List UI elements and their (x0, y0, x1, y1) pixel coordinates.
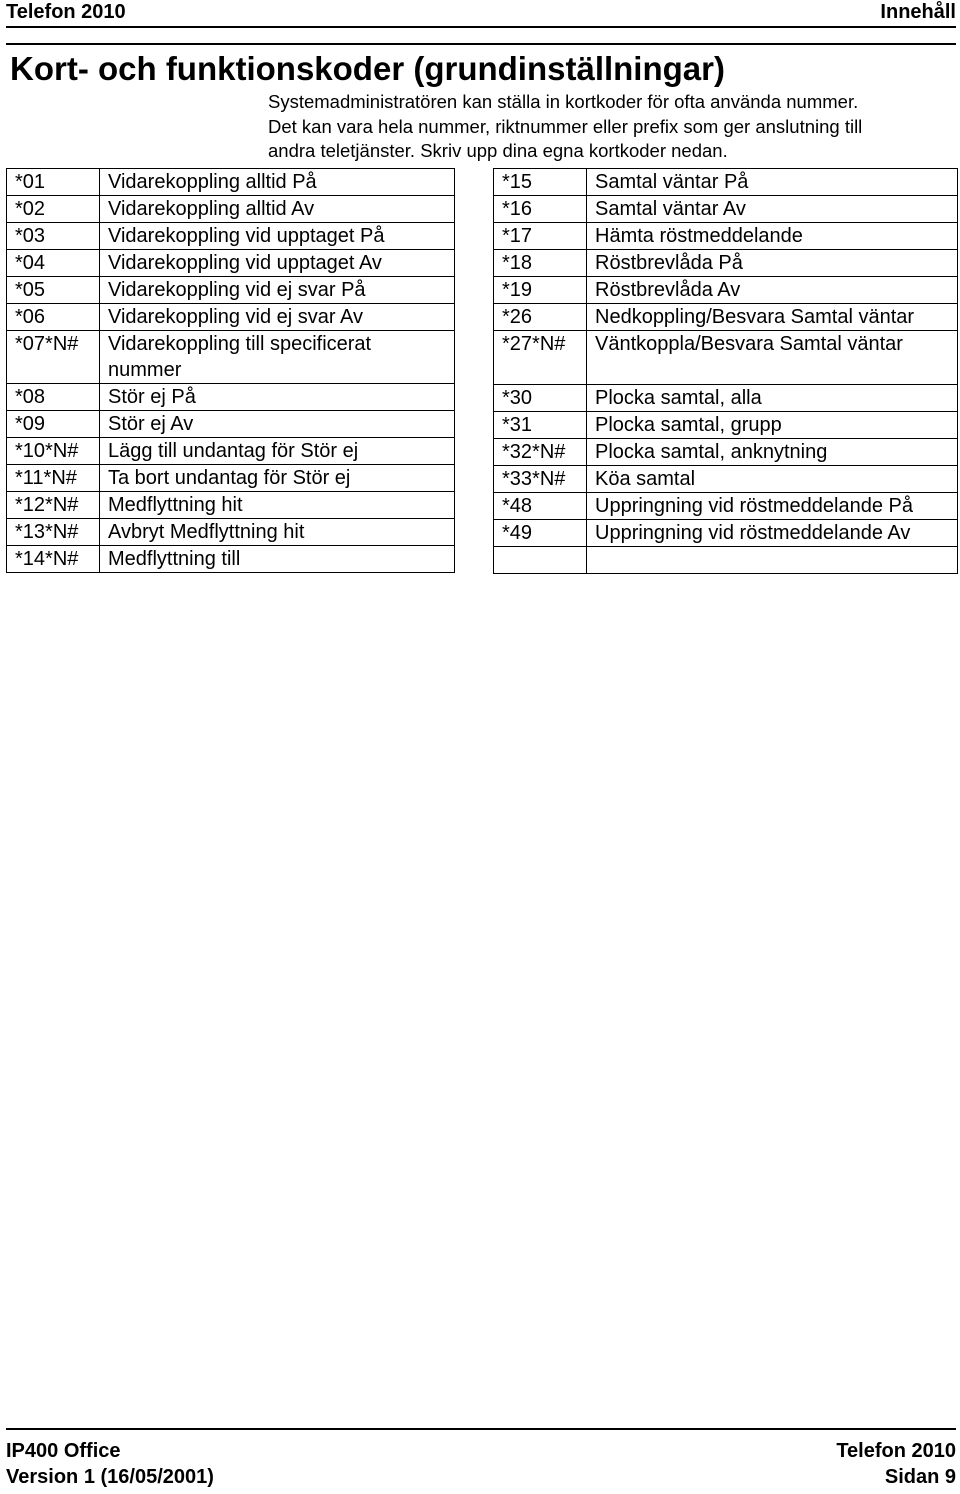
description-cell: Vidarekoppling alltid På (100, 169, 455, 196)
page-title: Kort- och funktionskoder (grundinställningar) (10, 50, 725, 87)
description-cell: Samtal väntar Av (587, 196, 958, 223)
intro-line: Det kan vara hela nummer, riktnummer eller prefix som ger anslutning till (268, 115, 863, 137)
table-row (494, 331, 958, 385)
table-row (494, 304, 958, 331)
code-cell: *26 (494, 304, 587, 331)
description-cell: Plocka samtal, alla (587, 385, 958, 412)
code-cell (494, 547, 587, 574)
description-cell: Uppringning vid röstmeddelande På (587, 493, 958, 520)
table-row (7, 304, 455, 331)
description-cell: Stör ej På (100, 384, 455, 411)
footer-version: Version 1 (16/05/2001) (6, 1466, 214, 1488)
description-cell: Röstbrevlåda Av (587, 277, 958, 304)
description-cell: Väntkoppla/Besvara Samtal väntar (587, 331, 958, 385)
code-cell: *17 (494, 223, 587, 250)
table-row (7, 519, 455, 546)
table-row (494, 277, 958, 304)
footer-doc-title: Telefon 2010 (836, 1440, 956, 1462)
table-row (494, 223, 958, 250)
code-cell: *08 (7, 384, 100, 411)
code-cell: *02 (7, 196, 100, 223)
code-cell: *18 (494, 250, 587, 277)
code-cell: *05 (7, 277, 100, 304)
description-cell: Stör ej Av (100, 411, 455, 438)
code-cell: *13*N# (7, 519, 100, 546)
description-cell: Vidarekoppling till specificerat nummer (100, 331, 455, 384)
table-row (7, 438, 455, 465)
code-cell: *49 (494, 520, 587, 547)
description-cell: Vidarekoppling vid ej svar Av (100, 304, 455, 331)
description-cell: Avbryt Medflyttning hit (100, 519, 455, 546)
description-cell: Samtal väntar På (587, 169, 958, 196)
code-cell: *03 (7, 223, 100, 250)
table-row (7, 411, 455, 438)
code-cell: *33*N# (494, 466, 587, 493)
description-cell: Köa samtal (587, 466, 958, 493)
description-cell: Röstbrevlåda På (587, 250, 958, 277)
table-row (7, 492, 455, 519)
table-row (7, 384, 455, 411)
code-cell: *09 (7, 411, 100, 438)
description-cell: Ta bort undantag för Stör ej (100, 465, 455, 492)
code-cell: *15 (494, 169, 587, 196)
code-cell: *27*N# (494, 331, 587, 385)
code-cell: *11*N# (7, 465, 100, 492)
table-row (7, 169, 455, 196)
table-row (7, 465, 455, 492)
table-row (494, 385, 958, 412)
code-cell: *10*N# (7, 438, 100, 465)
code-cell: *12*N# (7, 492, 100, 519)
description-cell: Plocka samtal, anknytning (587, 439, 958, 466)
table-row (494, 196, 958, 223)
code-cell: *16 (494, 196, 587, 223)
description-cell: Vidarekoppling vid ej svar På (100, 277, 455, 304)
description-cell: Medflyttning hit (100, 492, 455, 519)
codes-table-left (6, 168, 455, 573)
code-cell: *07*N# (7, 331, 100, 384)
code-cell: *06 (7, 304, 100, 331)
table-row (7, 546, 455, 573)
description-cell: Medflyttning till (100, 546, 455, 573)
codes-table-right (493, 168, 958, 574)
table-row (494, 547, 958, 574)
code-cell: *30 (494, 385, 587, 412)
code-cell: *48 (494, 493, 587, 520)
intro-paragraph (268, 90, 958, 164)
description-cell: Uppringning vid röstmeddelande Av (587, 520, 958, 547)
description-cell: Lägg till undantag för Stör ej (100, 438, 455, 465)
footer-product: IP400 Office (6, 1440, 121, 1462)
footer-page-number: Sidan 9 (884, 1466, 956, 1488)
table-row (7, 277, 455, 304)
code-cell: *14*N# (7, 546, 100, 573)
description-cell: Vidarekoppling vid upptaget Av (100, 250, 455, 277)
description-cell (587, 547, 958, 574)
page-header (6, 0, 956, 28)
table-row (494, 466, 958, 493)
table-row (7, 196, 455, 223)
description-cell: Vidarekoppling alltid Av (100, 196, 455, 223)
description-cell: Vidarekoppling vid upptaget På (100, 223, 455, 250)
code-cell: *31 (494, 412, 587, 439)
description-cell: Plocka samtal, grupp (587, 412, 958, 439)
header-contents-link[interactable]: Innehåll (880, 1, 956, 23)
code-cell: *32*N# (494, 439, 587, 466)
intro-line: andra teletjänster. Skriv upp dina egna kortkoder nedan. (268, 140, 728, 161)
header-divider (6, 43, 956, 45)
description-cell: Nedkoppling/Besvara Samtal väntar (587, 304, 958, 331)
table-row (7, 331, 455, 384)
table-row (494, 412, 958, 439)
code-cell: *19 (494, 277, 587, 304)
code-cell: *01 (7, 169, 100, 196)
table-row (494, 169, 958, 196)
page-footer (6, 1428, 956, 1492)
table-row (494, 250, 958, 277)
intro-line: Systemadministratören kan ställa in kortkoder för ofta använda nummer. (268, 91, 859, 112)
header-doc-title: Telefon 2010 (6, 1, 126, 23)
table-row (494, 520, 958, 547)
table-row (7, 223, 455, 250)
code-cell: *04 (7, 250, 100, 277)
description-cell: Hämta röstmeddelande (587, 223, 958, 250)
table-row (494, 493, 958, 520)
table-row (7, 250, 455, 277)
table-row (494, 439, 958, 466)
